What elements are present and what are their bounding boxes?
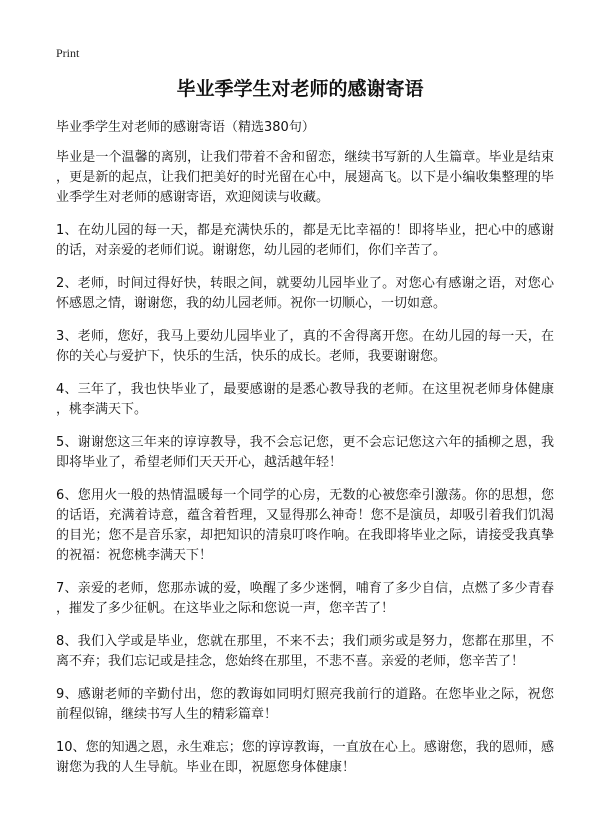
message-paragraph: 5、谢谢您这三年来的谆谆教导，我不会忘记您，更不会忘记您这六年的插柳之恩，我即将毕业了，希望老师们天天开心，越活越年轻！ (56, 435, 554, 470)
message-paragraph: 6、您用火一般的热情温暖每一个同学的心房，无数的心被您牵引激荡。你的思想，您的话语，充满着诗意，蕴含着哲理，又显得那么神奇！您不是演员，却吸引着我们饥渴的目光；您不是音乐家，却把知识的清泉叮咚作响。在我即将毕业之际，请接受我真挚的祝福：祝您桃李满天下！ (56, 488, 554, 563)
message-paragraph: 9、感谢老师的辛勤付出，您的教诲如同明灯照亮我前行的道路。在您毕业之际，祝您前程似锦，继续书写人生的精彩篇章！ (56, 687, 554, 722)
intro-paragraph: 毕业是一个温馨的离别，让我们带着不舍和留恋，继续书写新的人生篇章。毕业是结束，更是新的起点，让我们把美好的时光留在心中，展翅高飞。以下是小编收集整理的毕业季学生对老师的感谢寄语，欢迎阅读与收藏。 (56, 150, 554, 205)
message-paragraph: 3、老师，您好，我马上要幼儿园毕业了，真的不舍得离开您。在幼儿园的每一天，在你的关心与爱护下，快乐的生活，快乐的成长。老师，我要谢谢您。 (56, 329, 554, 364)
message-paragraph: 4、三年了，我也快毕业了，最要感谢的是悉心教导我的老师。在这里祝老师身体健康，桃李满天下。 (56, 382, 554, 417)
message-paragraph: 2、老师，时间过得好快，转眼之间，就要幼儿园毕业了。对您心有感谢之语，对您心怀感恩之情，谢谢您，我的幼儿园老师。祝你一切顺心，一切如意。 (56, 276, 554, 311)
print-link[interactable]: Print (56, 46, 80, 60)
message-paragraph: 1、在幼儿园的每一天，都是充满快乐的，都是无比幸福的！即将毕业，把心中的感谢的话，对亲爱的老师们说。谢谢您，幼儿园的老师们，你们辛苦了。 (56, 223, 554, 258)
message-paragraph: 10、您的知遇之恩，永生难忘；您的谆谆教诲，一直放在心上。感谢您，我的恩师，感谢您为我的人生导航。毕业在即，祝愿您身体健康！ (56, 740, 554, 775)
page-title: 毕业季学生对老师的感谢寄语 (176, 78, 424, 100)
message-paragraph: 7、亲爱的老师，您那赤诚的爱，唤醒了多少迷惘，哺育了多少自信，点燃了多少青春，摧发了多少征帆。在这毕业之际和您说一声，您辛苦了！ (56, 581, 554, 616)
article-body (56, 148, 600, 778)
article-subtitle: 毕业季学生对老师的感谢寄语（精选380句） (56, 120, 315, 135)
message-paragraph: 8、我们入学或是毕业，您就在那里，不来不去；我们顽劣或是努力，您都在那里，不离不弃；我们忘记或是挂念，您始终在那里，不悲不喜。亲爱的老师，您辛苦了！ (56, 634, 554, 669)
